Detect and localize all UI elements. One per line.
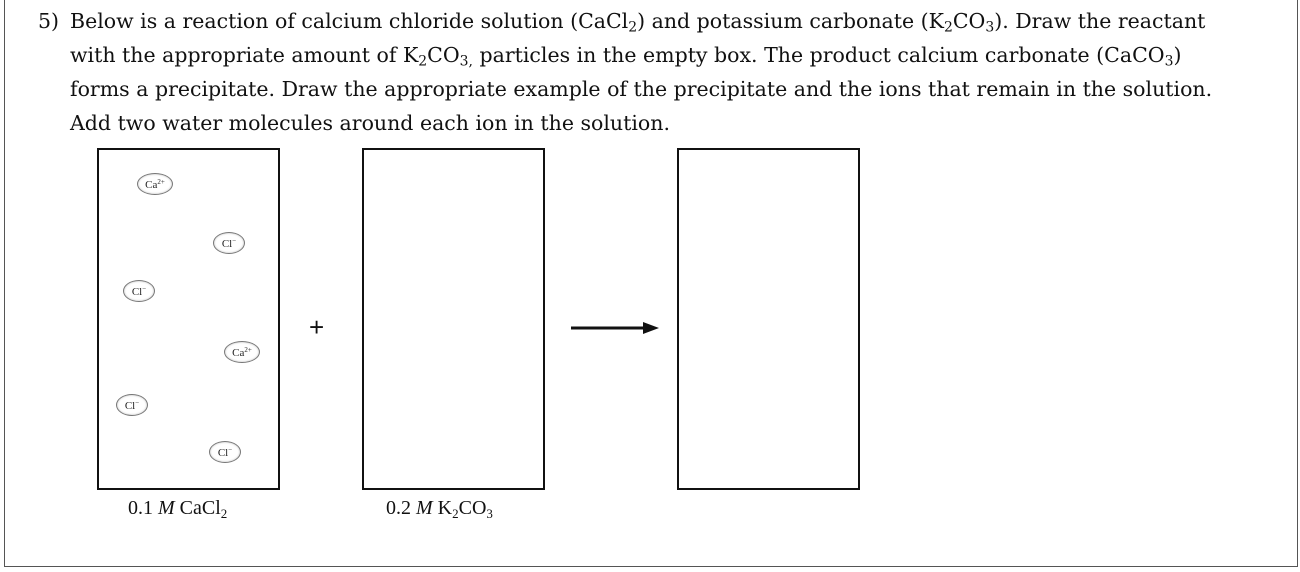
- chloride-ion: Cl−: [209, 441, 241, 463]
- chloride-ion: Cl−: [123, 280, 155, 302]
- chloride-ion: Cl−: [213, 232, 245, 254]
- question-text: [70, 4, 1285, 140]
- calcium-ion: $Ca^{2+}$: [137, 173, 173, 195]
- question-line-4: Add two water molecules around each ion in the solution.: [70, 111, 670, 135]
- calcium-ion: $Ca^{2+}$: [224, 341, 260, 363]
- k2co3-drawing-box[interactable]: [362, 148, 545, 490]
- question-line-1: Below is a reaction of calcium chloride solution (CaCl$_2$) and potassium carbonate $(K_2CO_3)$. Draw the reactant: [70, 9, 1206, 36]
- chloride-ion: Cl−: [116, 394, 148, 416]
- question-line-3: forms a precipitate. Draw the appropriate example of the precipitate and the ions that remain in the solution.: [70, 77, 1213, 101]
- cacl2-concentration-label: 0.1 M CaCl$_2$: [128, 497, 228, 521]
- question-number: 5): [38, 9, 60, 33]
- cacl2-solution-box: [97, 148, 280, 490]
- reaction-arrow-icon: [571, 320, 659, 336]
- product-drawing-box[interactable]: [677, 148, 860, 490]
- plus-sign: +: [309, 312, 325, 342]
- k2co3-concentration-label: 0.2 M $K_2CO_3$: [386, 497, 493, 521]
- question-line-2: with the appropriate amount of $K_2CO_{3,}$ particles in the empty box. The product calcium carbonate (CaCO$_3$): [70, 43, 1182, 70]
